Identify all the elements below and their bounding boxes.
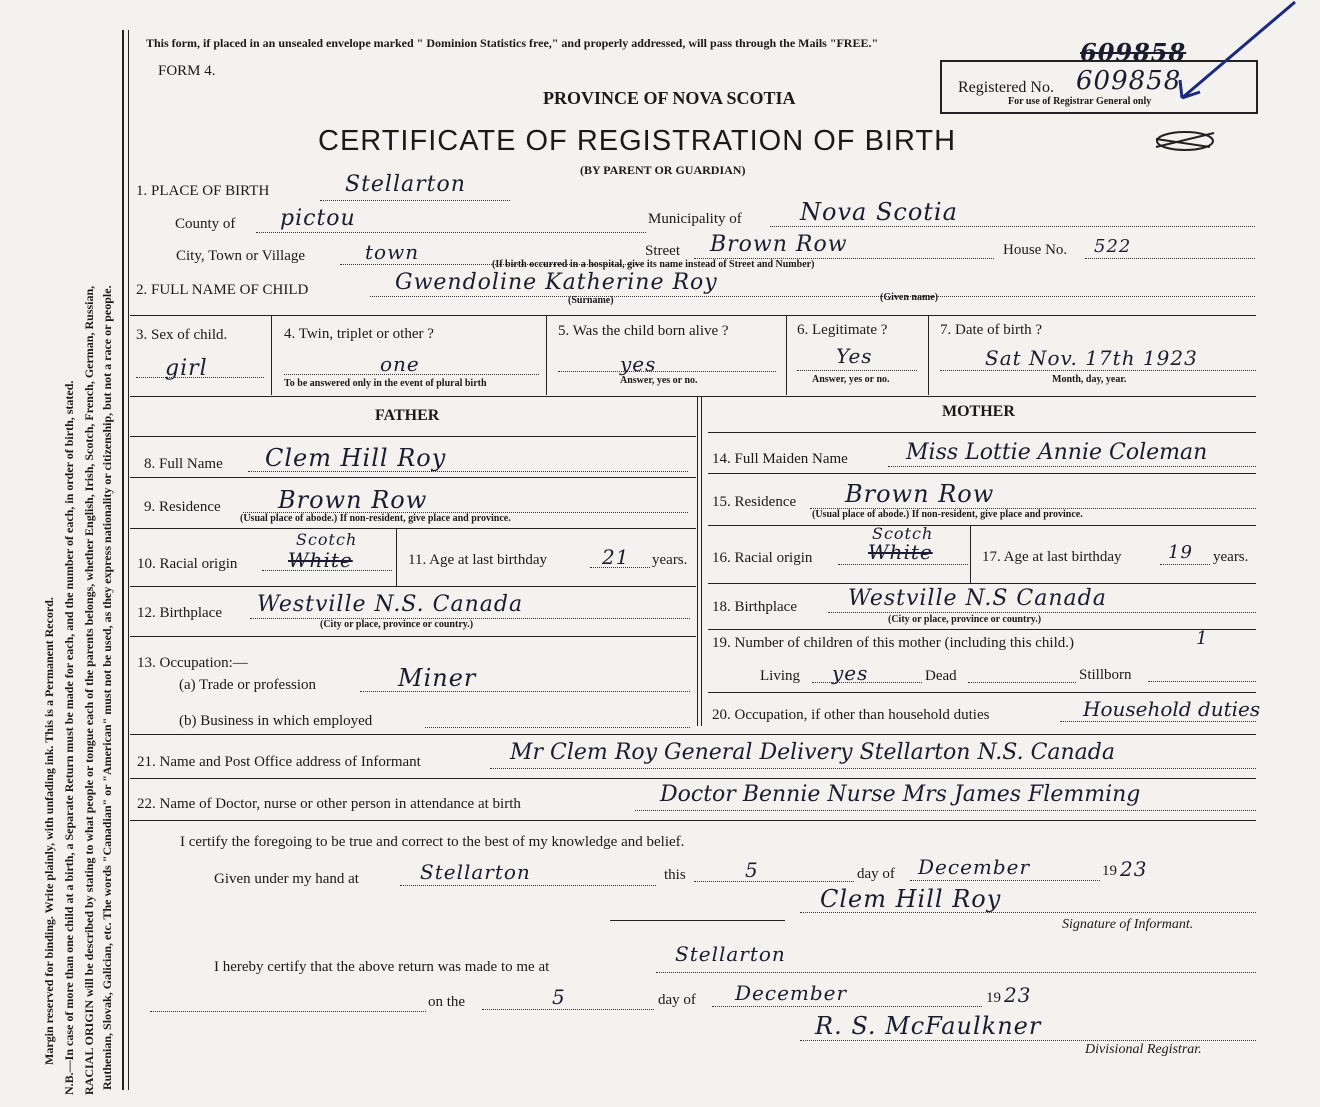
alive-label: 5. Was the child born alive ? — [558, 323, 729, 339]
dob-note: Month, day, year. — [1052, 374, 1127, 385]
dob-label: 7. Date of birth ? — [940, 322, 1043, 338]
registrar-place-value: Stellarton — [675, 942, 786, 966]
stillborn-label: Stillborn — [1079, 667, 1132, 683]
mother-birthplace-label: 18. Birthplace — [712, 599, 797, 615]
box-div-2 — [546, 315, 547, 395]
father-heading-rule — [130, 436, 696, 437]
registrar-month-line — [712, 1006, 982, 1007]
mother-row-19 — [708, 692, 1256, 693]
father-occupation-label: 13. Occupation:— — [137, 655, 248, 671]
parents-divider-2 — [701, 396, 702, 726]
father-race-label: 10. Racial origin — [137, 556, 238, 572]
mother-heading: MOTHER — [942, 403, 1015, 420]
mother-occupation-label: 20. Occupation, if other than household duties — [712, 707, 990, 723]
father-age-unit: years. — [652, 552, 688, 568]
county-line — [256, 232, 646, 233]
mother-age-label: 17. Age at last birthday — [982, 549, 1122, 565]
registrar-day-value: 5 — [552, 985, 566, 1009]
month-line — [910, 880, 1100, 881]
doctor-line — [635, 810, 1256, 811]
box-div-1 — [271, 315, 272, 395]
sex-label: 3. Sex of child. — [136, 327, 228, 343]
mother-birthplace-note: (City or place, province or country.) — [888, 614, 1042, 625]
child-name-value: Gwendoline Katherine Roy — [395, 270, 718, 295]
registered-label: Registered No. — [958, 79, 1054, 96]
children-count-value: 1 — [1196, 628, 1209, 649]
father-race-div — [396, 528, 397, 586]
mother-row-18 — [708, 629, 1256, 630]
city-label: City, Town or Village — [176, 248, 306, 264]
hospital-note: (If birth occurred in a hospital, give its name instead of Street and Number) — [492, 259, 815, 270]
registered-number: 609858 — [1076, 66, 1182, 96]
father-birthplace-value: Westville N.S. Canada — [257, 592, 524, 617]
house-line — [1085, 258, 1255, 259]
box-bottom — [130, 396, 1256, 397]
box-div-4 — [928, 315, 929, 395]
sex-value: girl — [165, 356, 208, 381]
dob-value: Sat Nov. 17th 1923 — [985, 346, 1198, 370]
place-of-birth-value: Stellarton — [345, 172, 466, 197]
margin-note-binding: Margin reserved for binding. Write plainly, with unfading ink. This is a Permanent Record. — [42, 597, 56, 1065]
registrar-signature-line — [800, 1040, 1256, 1041]
informant-signature: Clem Hill Roy — [820, 885, 1002, 913]
postal-note: This form, if placed in an unsealed envelope marked " Dominion Statistics free," and properly addressed, will pass through the Mails "FREE." — [146, 36, 879, 50]
legitimate-note: Answer, yes or no. — [812, 374, 890, 385]
twin-value: one — [380, 352, 420, 376]
municipality-label: Municipality of — [648, 211, 742, 227]
father-row-10 — [130, 586, 696, 587]
margin-border-inner — [128, 30, 129, 1090]
registrar-place-line — [656, 972, 1256, 973]
mother-heading-rule — [708, 432, 1256, 433]
given-label: Given under my hand at — [214, 871, 359, 887]
street-value: Brown Row — [710, 232, 848, 257]
doctor-label: 22. Name of Doctor, nurse or other person in attendance at birth — [137, 796, 521, 812]
mother-occ-line — [1060, 721, 1256, 722]
signature-of-informant-label: Signature of Informant. — [1062, 917, 1194, 932]
place-line — [320, 200, 510, 201]
children-count-label: 19. Number of children of this mother (including this child.) — [712, 635, 1075, 651]
registrar-signature: R. S. McFaulkner — [815, 1012, 1042, 1040]
margin-note-racial-origin: RACIAL ORIGIN will be described by stating to what people or tongue each of the parents belongs, whether English, Irish, Scotch, French, German, Russian, — [82, 285, 96, 1095]
mother-age-line — [1160, 564, 1210, 565]
certificate-subtitle: (BY PARENT OR GUARDIAN) — [580, 163, 746, 177]
county-label: County of — [175, 216, 236, 232]
dead-label: Dead — [925, 668, 957, 684]
father-row-9 — [130, 528, 696, 529]
margin-note-racial-origin-cont: Ruthenian, Slovak, Galician, etc. The words "Canadian" or "American" must not be used, as they express nationality or citizenship, but not a race or people. — [100, 285, 114, 1090]
father-age-label: 11. Age at last birthday — [408, 552, 547, 568]
stillborn-line — [1148, 681, 1256, 682]
registrar-blank-line — [150, 1011, 426, 1012]
registrar-day-of-label: day of — [658, 992, 696, 1008]
place-of-birth-label: 1. PLACE OF BIRTH — [136, 183, 270, 199]
box-div-3 — [786, 315, 787, 395]
father-residence-value: Brown Row — [278, 486, 428, 514]
mother-name-label: 14. Full Maiden Name — [712, 451, 848, 467]
mother-race-line — [838, 564, 968, 565]
mother-name-value: Miss Lottie Annie Coleman — [906, 440, 1208, 465]
informant-label: 21. Name and Post Office address of Informant — [137, 754, 421, 770]
trade-value: Miner — [398, 664, 477, 692]
day-value: 5 — [745, 858, 759, 882]
province-heading: PROVINCE OF NOVA SCOTIA — [543, 88, 796, 108]
father-birthplace-label: 12. Birthplace — [137, 605, 222, 621]
check-mark-pen-stroke — [1170, 0, 1300, 110]
alive-line — [558, 371, 776, 372]
mother-occupation-value: Household duties — [1083, 697, 1261, 721]
given-place-value: Stellarton — [420, 860, 531, 884]
mother-race-label: 16. Racial origin — [712, 550, 813, 566]
given-place-line — [400, 885, 656, 886]
registrar-only-note: For use of Registrar General only — [1008, 96, 1152, 107]
doctor-rule — [130, 820, 1256, 821]
living-label: Living — [760, 668, 800, 684]
father-residence-label: 9. Residence — [144, 499, 221, 515]
struck-number: 609858 — [1080, 38, 1187, 67]
box-top — [130, 315, 1256, 316]
mother-residence-value: Brown Row — [845, 480, 995, 508]
alive-note: Answer, yes or no. — [620, 375, 698, 386]
child-name-label: 2. FULL NAME OF CHILD — [136, 282, 309, 298]
registrar-year-value: 23 — [1004, 983, 1032, 1007]
struck-mark-icon — [1150, 125, 1220, 160]
business-label: (b) Business in which employed — [179, 713, 373, 729]
father-row-12 — [130, 636, 696, 637]
dob-line — [940, 370, 1256, 371]
legitimate-line — [797, 370, 917, 371]
mother-race-value: White — [868, 540, 933, 564]
dead-line — [968, 682, 1076, 683]
municipality-line — [770, 226, 1255, 227]
this-label: this — [664, 867, 686, 883]
form-number: FORM 4. — [158, 63, 216, 79]
informant-line — [490, 768, 1256, 769]
father-residence-note: (Usual place of abode.) If non-resident, give place and province. — [240, 513, 511, 524]
father-heading: FATHER — [375, 407, 440, 424]
living-value: yes — [832, 661, 869, 685]
registrar-year-prefix: 19 — [986, 990, 1001, 1006]
mother-row-16 — [708, 583, 1256, 584]
father-birthplace-note: (City or place, province or country.) — [320, 619, 474, 630]
legitimate-label: 6. Legitimate ? — [797, 322, 888, 338]
certify-statement: I certify the foregoing to be true and correct to the best of my knowledge and belief. — [180, 834, 685, 850]
year-prefix: 19 — [1102, 863, 1117, 879]
child-name-line — [370, 296, 1255, 297]
mother-name-line — [888, 466, 1256, 467]
informant-rule — [130, 778, 1256, 779]
house-label: House No. — [1003, 242, 1068, 258]
father-name-label: 8. Full Name — [144, 456, 223, 472]
alive-value: yes — [620, 352, 657, 376]
mother-race-div — [970, 525, 971, 583]
divisional-registrar-label: Divisional Registrar. — [1085, 1042, 1202, 1057]
mother-age-value: 19 — [1168, 542, 1193, 563]
twin-line — [284, 374, 539, 375]
parents-divider — [697, 396, 698, 726]
twin-label: 4. Twin, triplet or other ? — [284, 326, 434, 342]
registrar-month-value: December — [735, 981, 848, 1005]
month-value: December — [918, 855, 1031, 879]
registrar-statement: I hereby certify that the above return was made to me at — [214, 959, 550, 975]
margin-border — [122, 30, 124, 1090]
registrar-day-line — [482, 1009, 654, 1010]
father-name-value: Clem Hill Roy — [265, 444, 447, 472]
mother-birthplace-value: Westville N.S Canada — [848, 586, 1107, 611]
business-line — [425, 727, 690, 728]
day-line — [694, 881, 854, 882]
doctor-value: Doctor Bennie Nurse Mrs James Flemming — [660, 782, 1141, 807]
father-row-8 — [130, 477, 696, 478]
mother-bp-line — [828, 612, 1256, 613]
street-label: Street — [645, 243, 680, 259]
county-value: pictou — [280, 206, 356, 231]
mother-row-14 — [708, 473, 1256, 474]
sex-line — [136, 377, 264, 378]
father-race-added: Scotch — [296, 530, 358, 549]
year-value: 23 — [1120, 857, 1148, 881]
given-name-note: (Given name) — [880, 292, 939, 303]
mother-row-15 — [708, 525, 1256, 526]
day-of-label: day of — [857, 866, 895, 882]
informant-value: Mr Clem Roy General Delivery Stellarton N.S. Canada — [510, 740, 1115, 765]
certificate-title: CERTIFICATE OF REGISTRATION OF BIRTH — [318, 125, 957, 157]
mother-race-added: Scotch — [872, 524, 934, 543]
twin-note: To be answered only in the event of plural birth — [284, 378, 487, 389]
mother-age-unit: years. — [1213, 549, 1249, 565]
surname-note: (Surname) — [568, 295, 614, 306]
legitimate-value: Yes — [836, 344, 873, 368]
parents-bottom-rule — [130, 734, 1256, 735]
mother-residence-label: 15. Residence — [712, 494, 797, 510]
house-value: 522 — [1094, 236, 1132, 257]
signature-short-rule — [610, 920, 785, 921]
margin-note-separate-return: N.B.—In case of more than one child at a birth, a Separate Return must be made for each, and the number of each, in order of birth, stated. — [62, 380, 76, 1095]
on-the-label: on the — [428, 994, 466, 1010]
city-value: town — [365, 240, 420, 264]
municipality-value: Nova Scotia — [800, 198, 958, 226]
mother-residence-note: (Usual place of abode.) If non-resident, give place and province. — [812, 509, 1083, 520]
father-race-value: White — [288, 548, 353, 572]
trade-label: (a) Trade or profession — [179, 677, 317, 693]
father-age-value: 21 — [602, 545, 630, 569]
